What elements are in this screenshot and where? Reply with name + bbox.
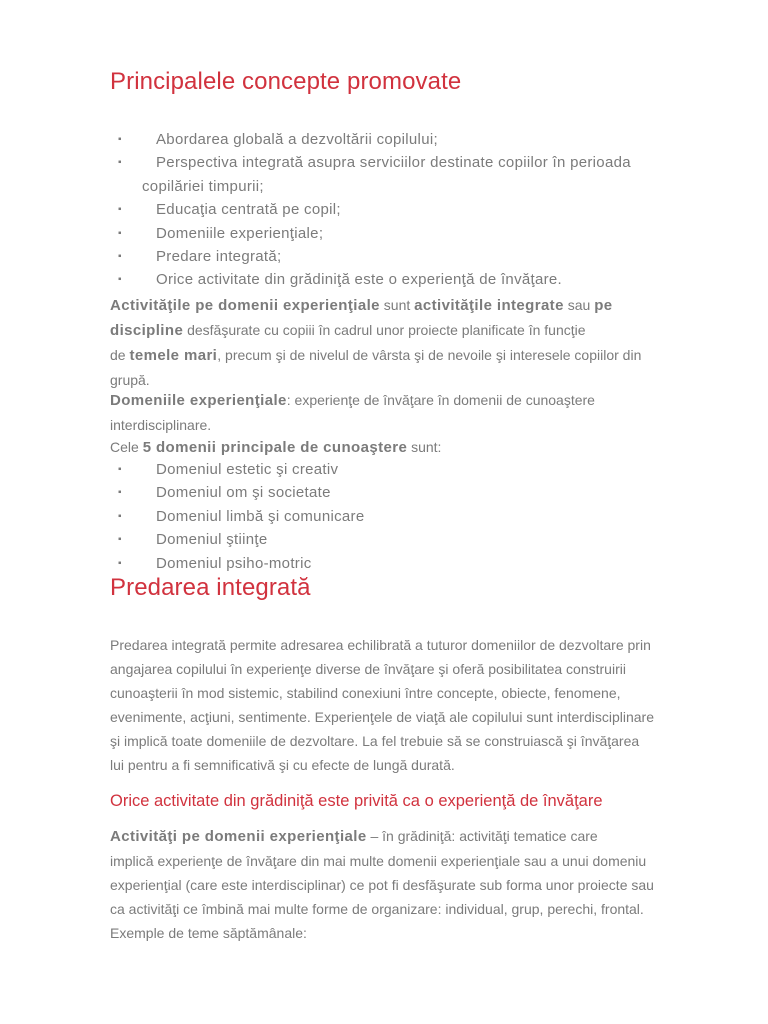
list-item: ▪ Domeniul limbă şi comunicare [0, 505, 768, 528]
list-item-continuation: copilăriei timpurii; [142, 177, 264, 195]
list-item: ▪ Educaţia centrată pe copil; [0, 198, 768, 221]
bullet-icon: ▪ [118, 204, 122, 216]
list-item: ▪ Perspectiva integrată asupra serviciilor destinate copiilor în perioada [0, 151, 768, 174]
bullet-icon: ▪ [118, 157, 122, 169]
bullet-icon: ▪ [118, 227, 122, 239]
section-title-integrated-teaching: Predarea integrată [110, 574, 311, 601]
experiential-domains-paragraph: Domeniile experienţiale: experienţe de învăţare în domenii de cunoaştere interdisciplinare. [110, 392, 595, 433]
main-domains-paragraph: Cele 5 domenii principale de cunoaştere sunt: [110, 439, 442, 456]
bullet-icon: ▪ [118, 251, 122, 263]
list-item: ▪ Abordarea globală a dezvoltării copilului; [0, 128, 768, 151]
concepts-list [0, 128, 768, 292]
experiential-activities-description: Activităţi pe domenii experienţiale – în grădiniţă: activităţi tematice care implică experienţe de învăţare din mai multe domenii experienţiale sau a unui domeniu experienţial (care este interdisciplinar) ce pot fi desfăşurate sub forma unor proiecte sau ca activităţi ce îmbină mai multe forme de organizare: individual, grup, perechi, frontal. Exemple de teme săptămânale: [110, 828, 654, 941]
experiential-activities-paragraph: Activităţile pe domenii experienţiale sunt activităţile integrate sau pe discipline desfăşurate cu copiii în cadrul unor proiecte planificate în funcţie de temele mari, precum şi de nivelul de vârsta şi de nevoile şi interesele copiilor din grupă. [110, 297, 642, 388]
domains-list [0, 458, 768, 575]
list-item: ▪ Domeniile experienţiale; [0, 222, 768, 245]
bullet-icon: ▪ [118, 510, 122, 522]
bullet-icon: ▪ [118, 274, 122, 286]
bullet-icon: ▪ [118, 464, 122, 475]
section-title-concepts: Principalele concepte promovate [110, 68, 462, 95]
bullet-icon: ▪ [118, 134, 122, 145]
bullet-icon: ▪ [118, 557, 122, 569]
list-item: ▪ Domeniul estetic şi creativ [0, 458, 768, 481]
list-item: ▪ Predare integrată; [0, 245, 768, 268]
list-item: ▪ Domeniul ştiinţe [0, 528, 768, 551]
section-subtitle-learning-experience: Orice activitate din grădiniţă este privită ca o experienţă de învăţare [110, 792, 603, 810]
integrated-teaching-paragraph: Predarea integrată permite adresarea echilibrată a tuturor domeniilor de dezvoltare prin angajarea copilului în experienţe diverse de învăţare şi oferă posibilitatea construirii cunoaşterii în mod sistemic, stabilind conexiuni între concepte, obiecte, fenomene, evenimente, acţiuni, sentimente. Experienţele de viaţă ale copilului sunt interdisciplinare şi implică toate domeniile de dezvoltare. La fel trebuie să se construiască şi învăţarea lui pentru a fi semnificativă şi cu efecte de lungă durată. [110, 637, 654, 773]
list-item: ▪ Domeniul psiho-motric [0, 552, 768, 575]
bullet-icon: ▪ [118, 534, 122, 546]
bullet-icon: ▪ [118, 487, 122, 499]
list-item: ▪ Domeniul om şi societate [0, 481, 768, 504]
list-item: ▪ Orice activitate din grădiniţă este o experienţă de învăţare. [0, 268, 768, 291]
